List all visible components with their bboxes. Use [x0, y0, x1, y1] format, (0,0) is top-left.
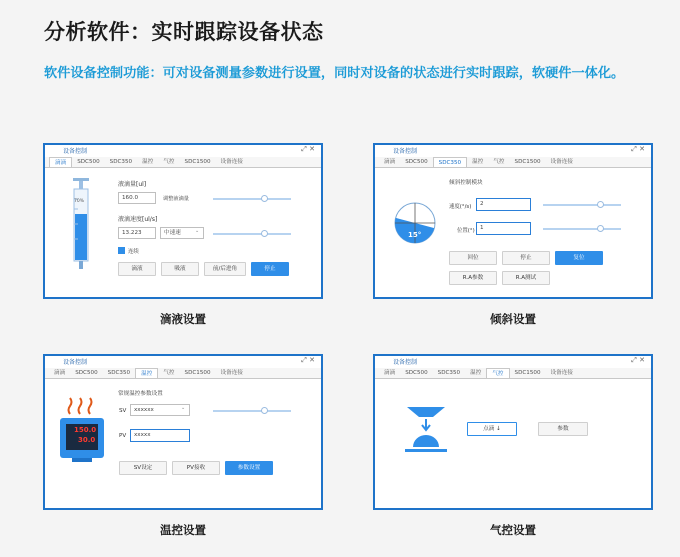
tab-gas[interactable]: 气控: [163, 370, 175, 376]
tab-temp[interactable]: 温控: [470, 370, 482, 376]
tab-sdc350[interactable]: SDC350: [109, 159, 133, 165]
tab-sdc500[interactable]: SDC500: [405, 370, 428, 376]
tab-sdc350[interactable]: SDC350: [107, 370, 131, 376]
temp-group-label: 常规温控参数设置: [118, 391, 163, 397]
tab-sdc350[interactable]: SDC350: [437, 370, 461, 376]
tilt-angle-value: 15°: [408, 231, 422, 239]
tab-sdc500[interactable]: SDC500: [77, 159, 100, 165]
sv-label: SV: [119, 408, 127, 414]
tab-sdc1500[interactable]: SDC1500: [184, 370, 211, 376]
tab-bar: [375, 157, 651, 168]
slider-knob[interactable]: [261, 407, 268, 414]
temp-caption: 温控设置: [160, 523, 206, 537]
window-controls[interactable]: ⤢ ✕: [301, 145, 315, 153]
sv-select[interactable]: xxxxxx: [130, 404, 190, 416]
volume-input[interactable]: 160.0: [118, 192, 156, 204]
tilt-caption: 倾斜设置: [490, 312, 536, 326]
tab-gas[interactable]: 气控: [163, 159, 175, 165]
tab-temp[interactable]: 温控: [135, 368, 158, 378]
window-controls[interactable]: ⤢ ✕: [631, 356, 645, 364]
tab-sdc500[interactable]: SDC500: [75, 370, 98, 376]
speed-slider[interactable]: [213, 233, 291, 235]
slider-knob[interactable]: [261, 230, 268, 237]
speed-input[interactable]: 13.223: [118, 227, 156, 239]
tilt-speed-input[interactable]: 2: [476, 198, 531, 211]
tab-device-connect[interactable]: 设备连接: [550, 159, 573, 165]
pv-receive-button[interactable]: PV接收: [172, 461, 220, 475]
slider-knob[interactable]: [597, 201, 604, 208]
param-settings-button[interactable]: 参数设置: [225, 461, 273, 475]
slider-knob[interactable]: [261, 195, 268, 202]
window-title: 设备控制: [63, 359, 88, 366]
drip-button[interactable]: 滴液: [118, 262, 156, 276]
tab-bar: [45, 157, 321, 168]
drip-settings-window: [43, 143, 323, 299]
tilt-speed-slider[interactable]: [543, 204, 621, 206]
volume-label: 液滴量[ul]: [118, 181, 147, 188]
tilt-position-input[interactable]: 1: [476, 222, 531, 235]
display-lower-value: 30.0: [78, 436, 96, 444]
tilt-position-slider[interactable]: [543, 228, 621, 230]
speed-label: 液滴速度[ul/s]: [118, 216, 158, 223]
window-title: 设备控制: [393, 148, 418, 155]
ra-test-button[interactable]: R.A测试: [502, 271, 550, 285]
sv-slider[interactable]: [213, 410, 291, 412]
tab-sdc1500[interactable]: SDC1500: [514, 370, 541, 376]
tilt-stop-button[interactable]: 停止: [502, 251, 550, 265]
stop-button[interactable]: 停止: [251, 262, 289, 276]
window-title: 设备控制: [393, 359, 418, 366]
tilt-group-label: 倾斜控制模块: [449, 180, 483, 186]
ra-params-button[interactable]: R.A参数: [449, 271, 497, 285]
aspirate-button[interactable]: 吸液: [161, 262, 199, 276]
tilt-speed-label: 速度(°/s): [449, 204, 472, 210]
tab-sdc500[interactable]: SDC500: [405, 159, 428, 165]
tab-bar: [375, 368, 651, 379]
volume-slider[interactable]: [213, 198, 291, 200]
return-button[interactable]: 回位: [449, 251, 497, 265]
tab-sdc1500[interactable]: SDC1500: [514, 159, 541, 165]
slider-knob[interactable]: [597, 225, 604, 232]
page-title: 分析软件：实时跟踪设备状态: [44, 20, 324, 44]
pv-input[interactable]: xxxxx: [130, 429, 190, 442]
window-controls[interactable]: ⤢ ✕: [631, 145, 645, 153]
gas-settings-window: [373, 354, 653, 510]
tab-drip[interactable]: 滴滴: [49, 157, 72, 167]
adjust-volume-label: 调整液滴量: [163, 196, 189, 202]
tilt-settings-window: [373, 143, 653, 299]
tab-device-connect[interactable]: 设备连接: [220, 159, 243, 165]
continuous-label: 连续: [128, 249, 139, 255]
tab-temp[interactable]: 温控: [472, 159, 484, 165]
chevron-down-icon: ⌄: [181, 405, 186, 411]
syringe-level: 70%: [74, 199, 85, 204]
tab-sdc1500[interactable]: SDC1500: [184, 159, 211, 165]
tab-sdc350[interactable]: SDC350: [433, 157, 467, 167]
tab-temp[interactable]: 温控: [142, 159, 154, 165]
tab-gas[interactable]: 气控: [486, 368, 509, 378]
drip-caption: 滴液设置: [160, 312, 206, 326]
tilt-position-label: 位置(°): [457, 228, 475, 234]
pv-label: PV: [119, 433, 127, 439]
front-back-angle-button[interactable]: 前/后进角: [204, 262, 246, 276]
tab-bar: [45, 368, 321, 379]
window-title: 设备控制: [63, 148, 88, 155]
tab-device-connect[interactable]: 设备连接: [220, 370, 243, 376]
tab-drip[interactable]: 滴滴: [384, 370, 396, 376]
tab-drip[interactable]: 滴滴: [54, 370, 66, 376]
speed-mode-select[interactable]: 中速速: [160, 227, 204, 239]
page-subtitle: 软件设备控制功能：可对设备测量参数进行设置，同时对设备的状态进行实时跟踪，软硬件一体化。: [44, 66, 625, 81]
reset-button[interactable]: 复位: [555, 251, 603, 265]
tab-drip[interactable]: 滴滴: [384, 159, 396, 165]
sv-set-button[interactable]: SV设定: [119, 461, 167, 475]
gas-caption: 气控设置: [490, 523, 536, 537]
gas-params-button[interactable]: 参数: [538, 422, 588, 436]
window-controls[interactable]: ⤢ ✕: [301, 356, 315, 364]
temp-settings-window: [43, 354, 323, 510]
tab-device-connect[interactable]: 设备连接: [550, 370, 573, 376]
gas-nozzle-icon: [403, 403, 449, 461]
gas-drip-button[interactable]: 点滴 ↓: [467, 422, 517, 436]
syringe-icon: [67, 174, 95, 274]
display-upper-value: 150.0: [74, 426, 97, 434]
checkbox-icon[interactable]: [118, 247, 125, 254]
tab-gas[interactable]: 气控: [493, 159, 505, 165]
chevron-down-icon: ⌄: [195, 228, 200, 234]
